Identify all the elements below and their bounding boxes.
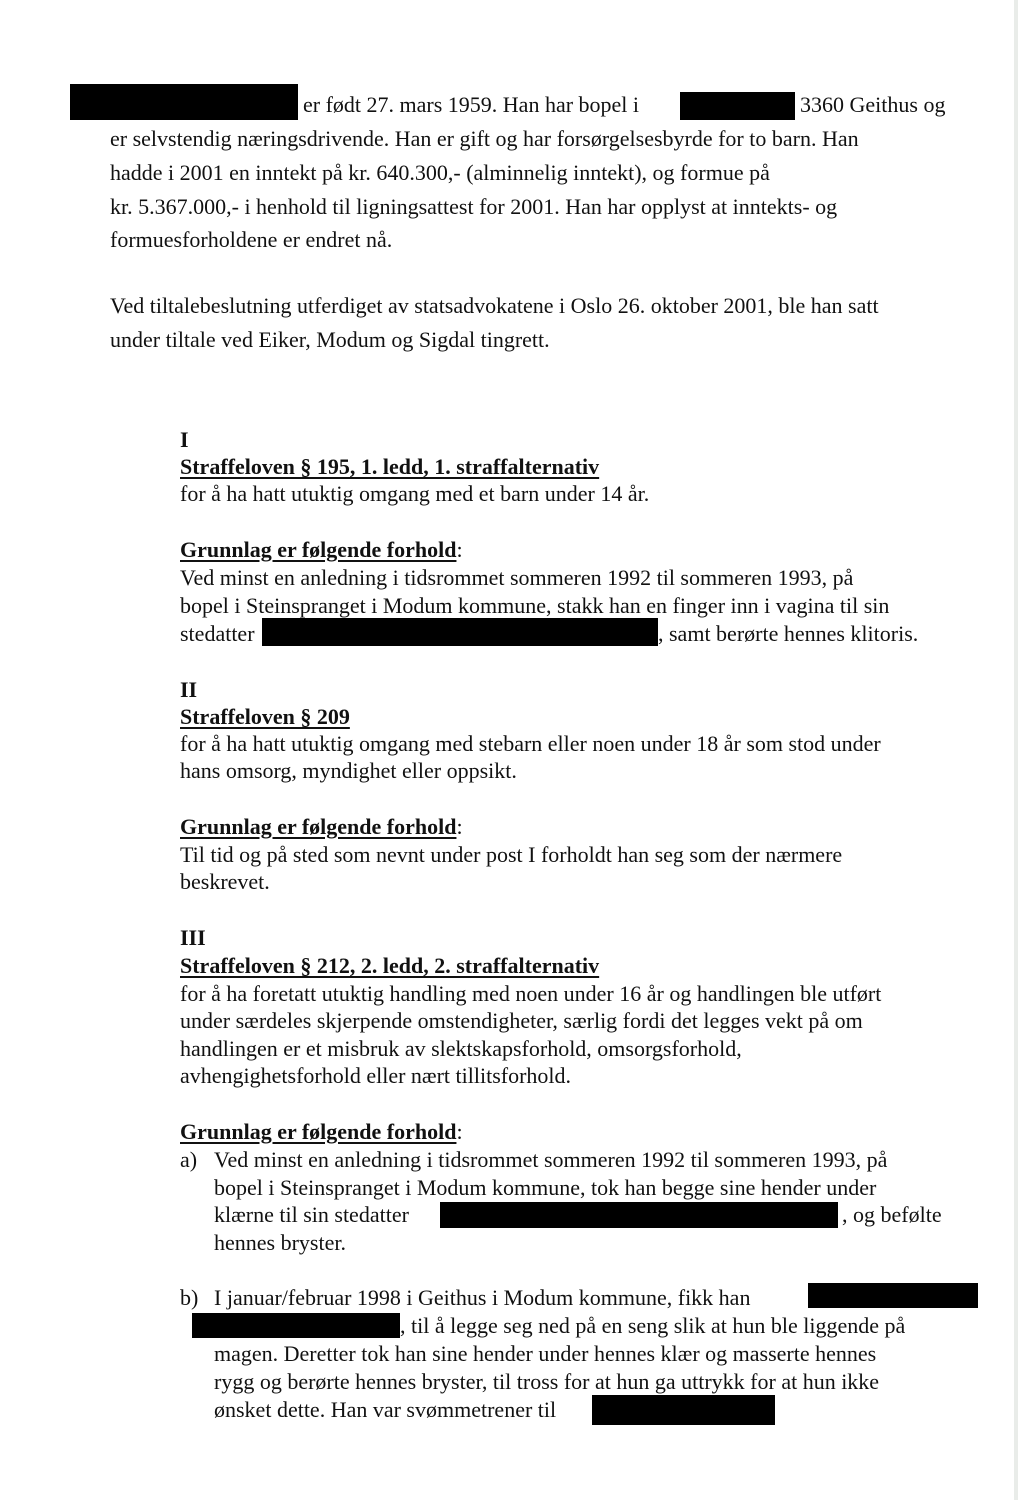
- redaction-victim: [440, 1202, 838, 1228]
- redaction-address: [680, 92, 795, 120]
- item-line: magen. Deretter tok han sine hender under hennes klær og masserte hennes: [214, 1341, 877, 1366]
- item-line: klærne til sin stedatter: [214, 1202, 409, 1227]
- section-desc: handlingen er et misbruk av slektskapsforhold, omsorgsforhold,: [180, 1036, 742, 1061]
- intro-line: er selvstendig næringsdrivende. Han er gift og har forsørgelsesbyrde for to barn. Han: [110, 126, 859, 151]
- section-numeral: II: [180, 677, 198, 702]
- section-desc: avhengighetsforhold eller nært tillitsforhold.: [180, 1063, 572, 1088]
- section-heading: Straffeloven § 195, 1. ledd, 1. straffalternativ: [180, 454, 600, 479]
- section-desc: under særdeles skjerpende omstendigheter, særlig fordi det legges vekt på om: [180, 1008, 863, 1033]
- item-marker: b): [180, 1285, 199, 1310]
- section-heading: Straffeloven § 209: [180, 704, 350, 729]
- section-desc: hans omsorg, myndighet eller oppsikt.: [180, 758, 517, 783]
- section-desc: for å ha foretatt utuktig handling med noen under 16 år og handlingen ble utført: [180, 981, 882, 1006]
- basis-heading: Grunnlag er følgende forhold:: [180, 814, 463, 839]
- redaction-victim: [808, 1283, 978, 1308]
- intro-line: formuesforholdene er endret nå.: [110, 227, 393, 252]
- indictment-line: under tiltale ved Eiker, Modum og Sigdal tingrett.: [110, 327, 550, 352]
- item-line: hennes bryster.: [214, 1230, 346, 1255]
- intro-line: hadde i 2001 en inntekt på kr. 640.300,- (alminnelig inntekt), og formue på: [110, 160, 770, 185]
- intro-line-1-end: 3360 Geithus og: [800, 92, 946, 117]
- indictment-line: Ved tiltalebeslutning utferdiget av statsadvokatene i Oslo 26. oktober 2001, ble han satt: [110, 293, 879, 318]
- intro-line-1: er født 27. mars 1959. Han har bopel i: [303, 92, 640, 117]
- item-line: I januar/februar 1998 i Geithus i Modum kommune, fikk han: [214, 1285, 751, 1310]
- intro-line: kr. 5.367.000,- i henhold til ligningsattest for 2001. Han har opplyst at inntekts- og: [110, 194, 838, 219]
- basis-line: , samt berørte hennes klitoris.: [658, 621, 919, 646]
- redaction-victim: [262, 618, 658, 646]
- item-line: bopel i Steinspranget i Modum kommune, tok han begge sine hender under: [214, 1175, 877, 1200]
- basis-line: bopel i Steinspranget i Modum kommune, stakk han en finger inn i vagina til sin: [180, 593, 890, 618]
- section-numeral: III: [180, 925, 206, 950]
- section-numeral: I: [180, 427, 189, 452]
- basis-heading: Grunnlag er følgende forhold:: [180, 537, 463, 562]
- basis-line: Til tid og på sted som nevnt under post I forholdt han seg som der nærmere: [180, 842, 843, 867]
- basis-line: beskrevet.: [180, 869, 270, 894]
- item-marker: a): [180, 1147, 198, 1172]
- redaction-name: [592, 1395, 775, 1425]
- basis-heading: Grunnlag er følgende forhold:: [180, 1119, 463, 1144]
- item-line: Ved minst en anledning i tidsrommet sommeren 1992 til sommeren 1993, på: [214, 1147, 888, 1172]
- basis-line: stedatter: [180, 621, 255, 646]
- item-line: ønsket dette. Han var svømmetrener til: [214, 1397, 557, 1422]
- section-desc: for å ha hatt utuktig omgang med et barn under 14 år.: [180, 481, 650, 506]
- section-desc: for å ha hatt utuktig omgang med stebarn eller noen under 18 år som stod under: [180, 731, 881, 756]
- redaction-name: [70, 84, 298, 120]
- item-line: , og befølte: [842, 1202, 942, 1227]
- redaction-victim: [192, 1313, 400, 1338]
- basis-line: Ved minst en anledning i tidsrommet sommeren 1992 til sommeren 1993, på: [180, 565, 854, 590]
- item-line: rygg og berørte hennes bryster, til tross for at hun ga uttrykk for at hun ikke: [214, 1369, 880, 1394]
- item-line: , til å legge seg ned på en seng slik at hun ble liggende på: [400, 1313, 906, 1338]
- section-heading: Straffeloven § 212, 2. ledd, 2. straffalternativ: [180, 953, 600, 978]
- scan-edge: [1014, 0, 1018, 1500]
